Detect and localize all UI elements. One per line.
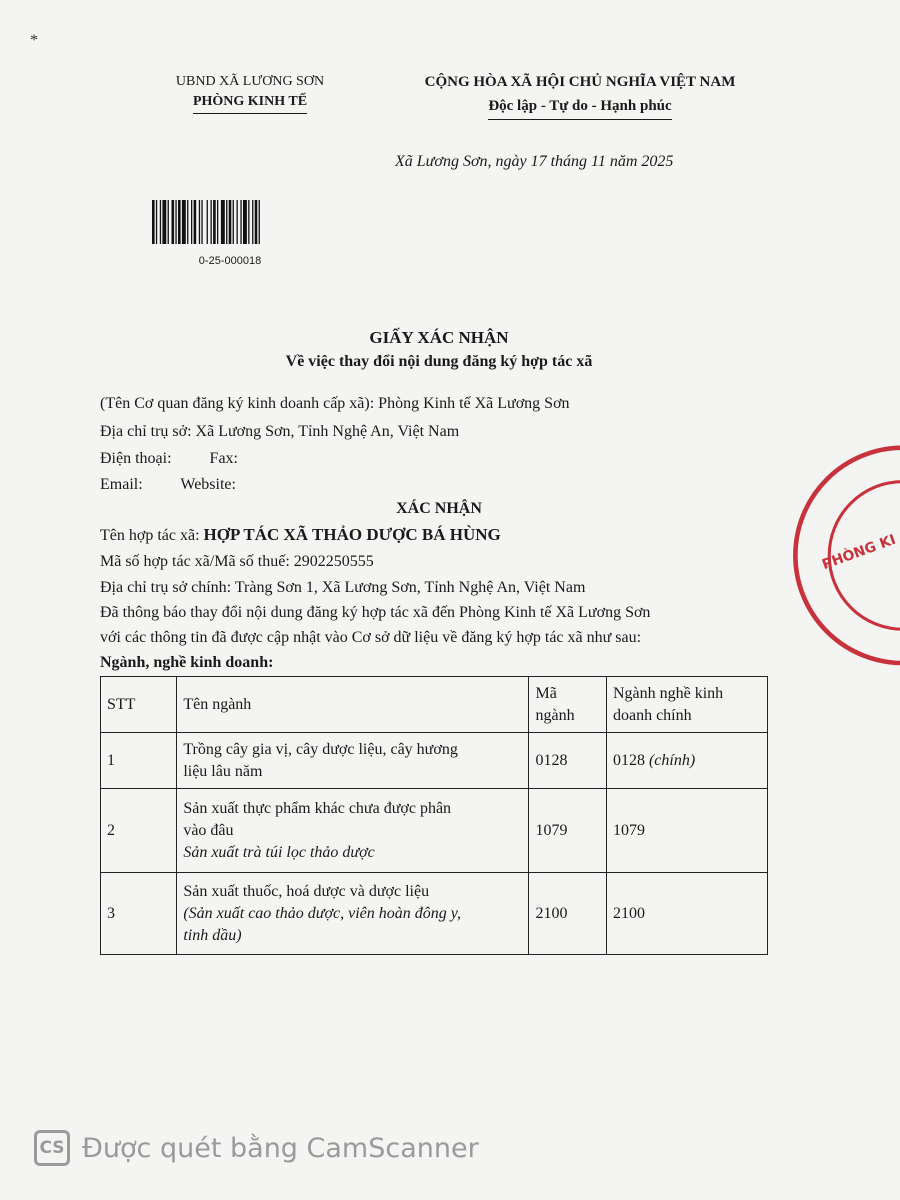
barcode-bar bbox=[187, 200, 188, 244]
barcode-bar bbox=[168, 200, 169, 244]
notice-line-1: Đã thông báo thay đổi nội dung đăng ký hợp tác xã đến Phòng Kinh tế Xã Lương Sơn bbox=[100, 604, 651, 621]
barcode-bar bbox=[233, 200, 234, 244]
barcode-bar bbox=[252, 200, 253, 244]
coop-name-label: Tên hợp tác xã: bbox=[100, 527, 204, 544]
issuing-org bbox=[150, 72, 350, 114]
email-label: Email: bbox=[100, 476, 143, 493]
barcode-bar bbox=[221, 200, 225, 244]
agency-address: Địa chỉ trụ sở: Xã Lương Sơn, Tỉnh Nghệ An, Việt Nam bbox=[100, 423, 460, 440]
header-name: Tên ngành bbox=[177, 677, 529, 733]
barcode-bar bbox=[152, 200, 155, 244]
camscanner-logo: CS bbox=[34, 1130, 70, 1166]
row-code: 1079 bbox=[529, 789, 607, 873]
notice-line-2: với các thông tin đã được cập nhật vào Cơ sở dữ liệu về đăng ký hợp tác xã như sau: bbox=[100, 629, 642, 646]
document-title: GIẤY XÁC NHẬN bbox=[369, 328, 509, 347]
corner-mark: * bbox=[30, 32, 38, 49]
document-subtitle: Về việc thay đổi nội dung đăng ký hợp tác xã bbox=[285, 353, 593, 370]
barcode-bar bbox=[240, 200, 241, 244]
barcode-bar bbox=[213, 200, 216, 244]
header-main: Ngành nghề kinh doanh chính bbox=[606, 677, 767, 733]
phone-label: Điện thoại: bbox=[100, 450, 172, 467]
camscanner-watermark bbox=[34, 1130, 479, 1166]
barcode-bar bbox=[248, 200, 249, 244]
barcode-bar bbox=[229, 200, 232, 244]
barcode-bar bbox=[237, 200, 238, 244]
barcode-bar bbox=[182, 200, 186, 244]
barcode-bar bbox=[217, 200, 218, 244]
row-code: 2100 bbox=[529, 873, 607, 955]
coop-name-value: HỢP TÁC XÃ THẢO DƯỢC BÁ HÙNG bbox=[203, 525, 501, 544]
barcode-bar bbox=[160, 200, 161, 244]
section-label: Ngành, nghề kinh doanh: bbox=[100, 654, 274, 671]
barcode-number: 0-25-000018 bbox=[198, 255, 262, 267]
coop-tax-id: Mã số hợp tác xã/Mã số thuế: 2902250555 bbox=[100, 553, 374, 570]
row-code: 0128 bbox=[529, 733, 607, 789]
header-stt: STT bbox=[101, 677, 177, 733]
barcode-bar bbox=[156, 200, 157, 244]
business-lines-table bbox=[100, 676, 768, 955]
barcode-bar bbox=[194, 200, 197, 244]
coop-name-line bbox=[100, 523, 501, 547]
row-main: 2100 bbox=[606, 873, 767, 955]
row-stt: 1 bbox=[101, 733, 177, 789]
table-row bbox=[101, 873, 768, 955]
barcode bbox=[152, 200, 308, 244]
barcode-bar bbox=[201, 200, 202, 244]
barcode-bar bbox=[259, 200, 260, 244]
row-main: 0128 (chính) bbox=[606, 733, 767, 789]
national-header bbox=[400, 70, 760, 120]
barcode-bar bbox=[191, 200, 192, 244]
row-name: Sản xuất thực phẩm khác chưa được phân vào đâu Sản xuất trà túi lọc thảo dược bbox=[177, 789, 529, 873]
barcode-bar bbox=[226, 200, 227, 244]
table-row bbox=[101, 789, 768, 873]
agency-name: (Tên Cơ quan đăng ký kinh doanh cấp xã): Phòng Kinh tế Xã Lương Sơn bbox=[100, 395, 570, 412]
country-name: CỘNG HÒA XÃ HỘI CHỦ NGHĨA VIỆT NAM bbox=[424, 74, 736, 90]
row-main: 1079 bbox=[606, 789, 767, 873]
row-name: Sản xuất thuốc, hoá dược và dược liệu (Sản xuất cao thảo dược, viên hoàn đông y, tinh dầu) bbox=[177, 873, 529, 955]
agency-phone-fax bbox=[100, 447, 238, 470]
barcode-bar bbox=[162, 200, 166, 244]
official-stamp bbox=[780, 440, 900, 590]
motto: Độc lập - Tự do - Hạnh phúc bbox=[400, 94, 760, 120]
date-line: Xã Lương Sơn, ngày 17 tháng 11 năm 2025 bbox=[395, 153, 674, 170]
row-stt: 2 bbox=[101, 789, 177, 873]
row-stt: 3 bbox=[101, 873, 177, 955]
header-code: Mã ngành bbox=[529, 677, 607, 733]
camscanner-text: Được quét bằng CamScanner bbox=[82, 1132, 479, 1164]
fax-label: Fax: bbox=[209, 450, 238, 467]
row-name: Trồng cây gia vị, cây dược liệu, cây hương liệu lâu năm bbox=[177, 733, 529, 789]
agency-email-website bbox=[100, 473, 236, 496]
barcode-bar bbox=[178, 200, 181, 244]
barcode-bar bbox=[199, 200, 200, 244]
barcode-bar bbox=[172, 200, 175, 244]
table-header-row bbox=[101, 677, 768, 733]
barcode-bar bbox=[175, 200, 176, 244]
stamp-text: PHÒNG KI bbox=[820, 531, 898, 574]
barcode-bar bbox=[243, 200, 247, 244]
coop-address: Địa chỉ trụ sở chính: Tràng Sơn 1, Xã Lương Sơn, Tỉnh Nghệ An, Việt Nam bbox=[100, 579, 586, 596]
barcode-bar bbox=[211, 200, 212, 244]
org-line1: UBND XÃ LƯƠNG SƠN bbox=[175, 74, 325, 89]
barcode-bar bbox=[207, 200, 208, 244]
website-label: Website: bbox=[180, 476, 236, 493]
org-line2: PHÒNG KINH TẾ bbox=[150, 92, 350, 114]
table-row bbox=[101, 733, 768, 789]
confirm-title: XÁC NHẬN bbox=[396, 500, 482, 517]
barcode-bar bbox=[255, 200, 258, 244]
